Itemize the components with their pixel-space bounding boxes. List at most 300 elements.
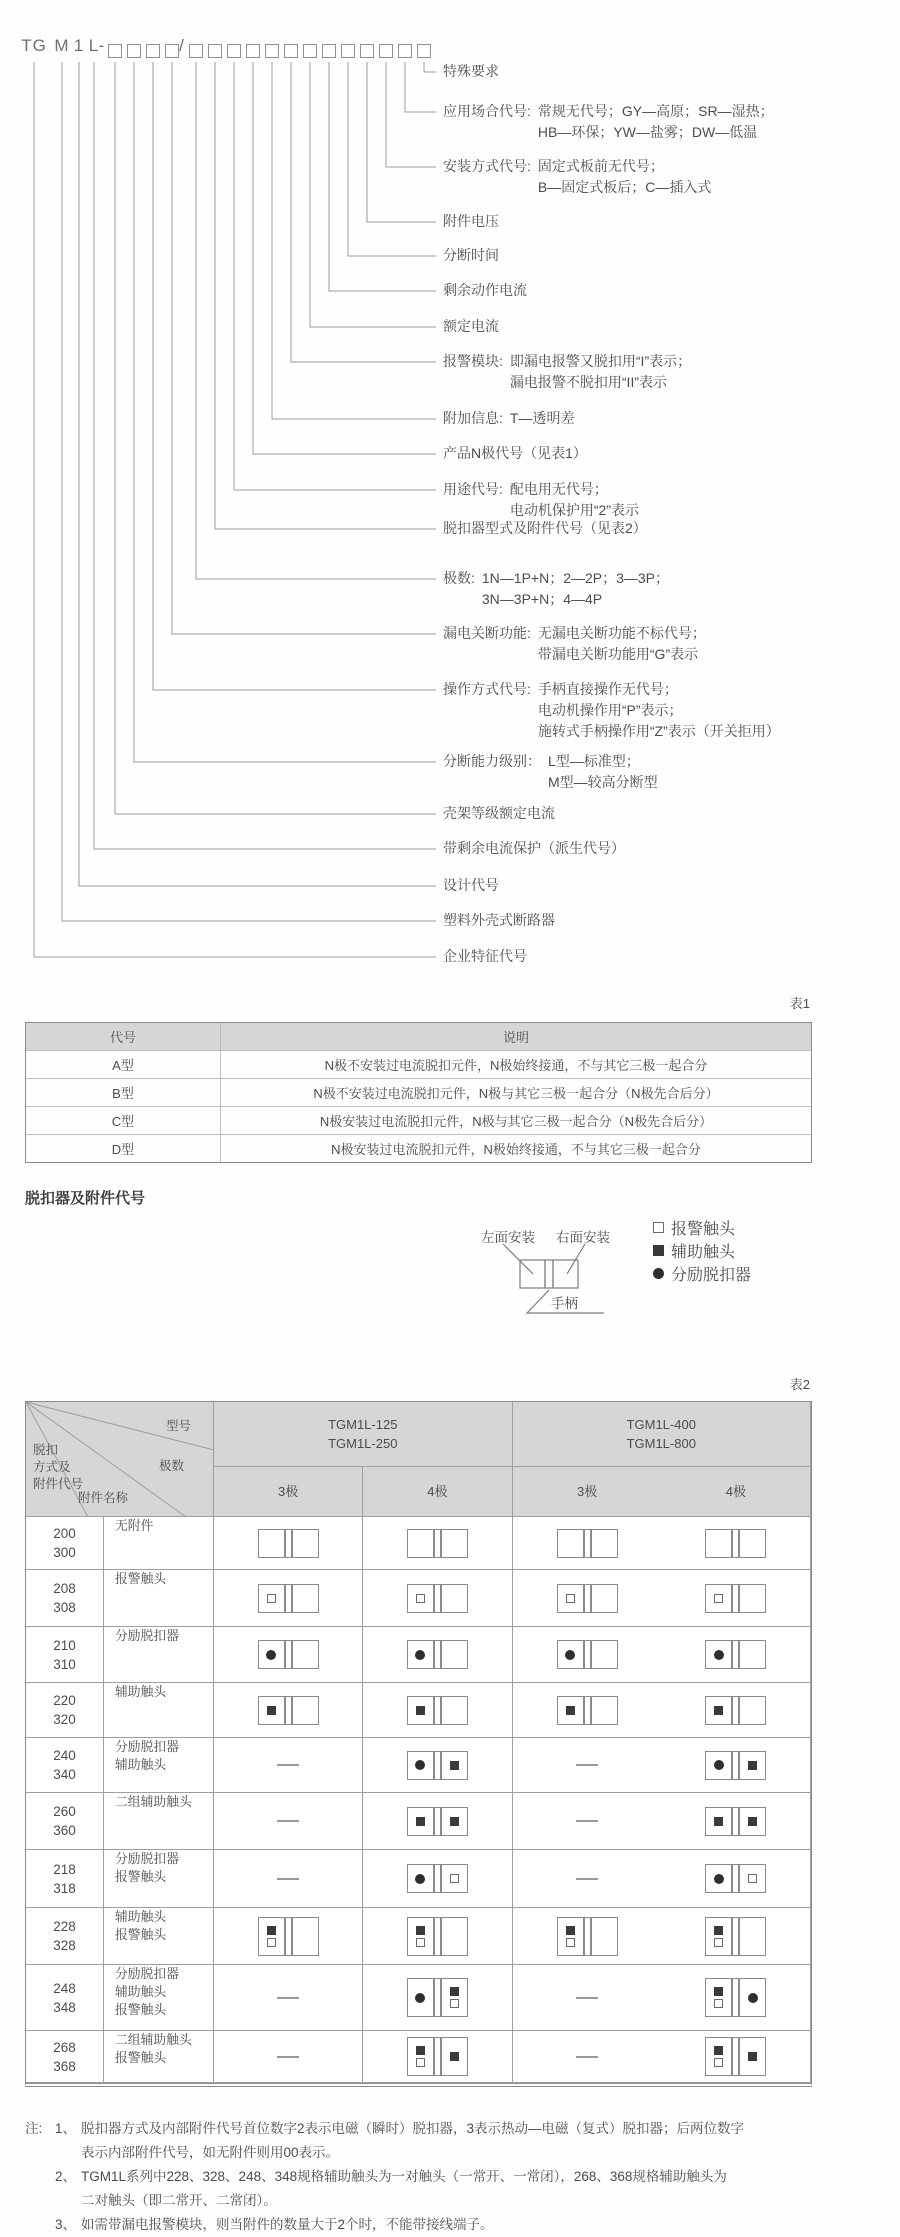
- code-value: 320: [53, 1712, 76, 1727]
- symbol-cell: [363, 1965, 512, 2031]
- left-compartment: [407, 1584, 434, 1613]
- code-label-line: 固定式板前无代号；: [537, 158, 664, 174]
- symbol-cell: [662, 1683, 811, 1738]
- corner-trip-line: 脱扣: [33, 1443, 59, 1457]
- table1-code-cell: D型: [26, 1135, 221, 1162]
- symbol-cell: [363, 1627, 512, 1683]
- handle-strip: [285, 1917, 292, 1956]
- note-item: [55, 2165, 875, 2213]
- notes-items: [55, 2117, 875, 2237]
- symbol-cell: [214, 1965, 363, 2031]
- left-compartment: [705, 1864, 732, 1893]
- left-compartment: [407, 1807, 434, 1836]
- left-compartment: [705, 1696, 732, 1725]
- accessory-box: [407, 1751, 468, 1780]
- accessory-box: [705, 1529, 766, 1558]
- symbol-cell: [662, 1570, 811, 1627]
- table1-header: 代号: [26, 1023, 221, 1051]
- symbol-cell: [363, 1738, 512, 1793]
- code-cell: [26, 1683, 104, 1738]
- aux-symbol-icon: [714, 1926, 723, 1935]
- not-available-dash: [277, 2056, 299, 2058]
- code-label-line: T—透明差: [509, 410, 575, 426]
- accessory-name: 二组辅助触头: [115, 1794, 192, 1809]
- accessory-box: [705, 1864, 766, 1893]
- note-text: [81, 2213, 494, 2237]
- handle-strip: [434, 1807, 441, 1836]
- accessory-name: 报警触头: [115, 1571, 167, 1586]
- code-label-title: 塑料外壳式断路器: [443, 912, 555, 928]
- table1-caption: 表1: [789, 996, 810, 1011]
- table1-desc-cell: N极不安装过电流脱扣元件，N极与其它三极一起合分（N极先合后分）: [221, 1079, 811, 1107]
- code-label-detail: [538, 623, 706, 665]
- accessory-box: [705, 1807, 766, 1836]
- not-available-dash: [576, 1878, 598, 1880]
- left-compartment: [407, 1917, 434, 1956]
- code-label-title: 脱扣器型式及附件代号（见表2）: [443, 520, 647, 536]
- symbol-cell: [214, 1850, 363, 1908]
- aux-symbol-icon: [450, 1987, 459, 1996]
- symbol-cell: [214, 1627, 363, 1683]
- alarm-symbol-icon: [653, 1222, 664, 1233]
- right-compartment: [441, 1751, 468, 1780]
- name-cell: [104, 1570, 214, 1627]
- code-label-title: 极数:: [443, 570, 475, 586]
- right-compartment: [441, 1696, 468, 1725]
- corner-model-label: 型号: [166, 1419, 192, 1433]
- name-cell: [104, 1738, 214, 1793]
- model-code-label: [443, 316, 506, 337]
- note-number: 1、: [55, 2121, 77, 2136]
- aux-symbol-icon: [416, 1817, 425, 1826]
- symbol-cell: [662, 1850, 811, 1908]
- right-compartment: [292, 1584, 319, 1613]
- right-compartment: [441, 1529, 468, 1558]
- n-pole-table: [25, 1022, 812, 1163]
- model-code-label: [443, 61, 506, 82]
- shunt-symbol-icon: [415, 1874, 425, 1884]
- accessory-box: [258, 1640, 319, 1669]
- right-compartment: [739, 1917, 766, 1956]
- accessory-name: 无附件: [115, 1518, 154, 1533]
- right-compartment: [739, 1751, 766, 1780]
- table2-pole-header: 4极: [363, 1467, 512, 1517]
- table2-pole-header: 3极: [214, 1467, 363, 1517]
- note-number: 3、: [55, 2217, 77, 2232]
- left-compartment: [407, 1696, 434, 1725]
- accessory-box: [407, 1864, 468, 1893]
- right-compartment: [441, 1864, 468, 1893]
- table2-pole-header: 4极: [662, 1467, 811, 1517]
- aux-symbol-icon: [416, 1926, 425, 1935]
- table2-pole-header: 3极: [513, 1467, 662, 1517]
- left-compartment: [258, 1640, 285, 1669]
- handle-strip: [732, 1529, 739, 1558]
- right-compartment: [591, 1640, 618, 1669]
- code-label-title: 安装方式代号:: [443, 158, 531, 174]
- note-item: [55, 2213, 875, 2237]
- model-code-label: [443, 568, 669, 610]
- accessory-box: [705, 1978, 766, 2017]
- code-label-line: 电动机操作用“P”表示；: [537, 702, 683, 718]
- left-compartment: [705, 1751, 732, 1780]
- model-name: TGM1L-800: [626, 1436, 696, 1451]
- code-label-line: 1N—1P+N；2—2P；3—3P；: [481, 570, 670, 586]
- aux-symbol-icon: [748, 2052, 757, 2061]
- left-compartment: [705, 1529, 732, 1558]
- left-compartment: [557, 1917, 584, 1956]
- symbol-cell: [214, 1570, 363, 1627]
- code-value: 318: [53, 1880, 76, 1896]
- right-compartment: [739, 1978, 766, 2017]
- code-label-line: 3N—3P+N；4—4P: [481, 591, 603, 607]
- alarm-symbol-icon: [450, 1874, 459, 1883]
- code-label-detail: [510, 351, 691, 393]
- code-label-title: 分断能力级别：: [443, 753, 541, 769]
- handle-strip: [434, 1864, 441, 1893]
- left-compartment: [407, 1978, 434, 2017]
- code-value: 240: [53, 1748, 76, 1763]
- handle-strip: [732, 1807, 739, 1836]
- model-dash-separator: -: [98, 36, 106, 55]
- right-compartment: [441, 1917, 468, 1956]
- model-code-label: [443, 351, 691, 393]
- symbol-cell: [513, 1627, 662, 1683]
- aux-symbol-icon: [416, 1706, 425, 1715]
- table1-desc-cell: N极安装过电流脱扣元件，N极与其它三极一起合分（N极先合后分）: [221, 1107, 811, 1135]
- note-text: [81, 2165, 727, 2213]
- model-code-label: [443, 803, 562, 824]
- handle-strip: [732, 2037, 739, 2076]
- code-label-line: 漏电报警不脱扣用“II”表示: [509, 374, 667, 390]
- note-item: [55, 2117, 875, 2165]
- code-label-line: B—固定式板后；C—插入式: [537, 179, 712, 195]
- symbol-cell: [363, 1850, 512, 1908]
- symbol-cell: [214, 1517, 363, 1570]
- table1-header: 说明: [221, 1023, 811, 1051]
- legend-label: 辅助触头: [671, 1244, 736, 1261]
- model-code-label: [443, 156, 711, 198]
- left-compartment: [557, 1696, 584, 1725]
- accessory-box: [705, 1751, 766, 1780]
- code-value: 248: [53, 1980, 76, 1996]
- accessory-box: [557, 1584, 618, 1613]
- code-cell: [26, 2031, 104, 2083]
- left-compartment: [407, 1751, 434, 1780]
- code-value: 328: [53, 1938, 76, 1953]
- note-line: 脱扣器方式及内部附件代号首位数字2表示电磁（瞬时）脱扣器，3表示热动—电磁（复式）脱扣器；后两位数字: [81, 2121, 745, 2136]
- model-code-label: [443, 245, 506, 266]
- right-compartment: [591, 1529, 618, 1558]
- accessory-box: [705, 2037, 766, 2076]
- corner-poles-label: 极数: [159, 1459, 185, 1473]
- handle-strip: [285, 1584, 292, 1613]
- table1-code-cell: B型: [26, 1079, 221, 1107]
- accessory-name: 分励脱扣器: [115, 1739, 179, 1754]
- alarm-symbol-icon: [748, 1874, 757, 1883]
- aux-symbol-icon: [714, 1987, 723, 1996]
- code-label-line: 无漏电关断功能不标代号；: [537, 625, 706, 641]
- table1-desc-cell: N极安装过电流脱扣元件，N极始终接通，不与其它三极一起合分: [331, 1142, 701, 1157]
- symbol-legend: [653, 1216, 751, 1285]
- right-mount-label: 右面安装: [556, 1230, 610, 1245]
- handle-strip: [732, 1696, 739, 1725]
- code-value: 228: [53, 1919, 76, 1934]
- left-compartment: [705, 2037, 732, 2076]
- symbol-cell: [363, 1683, 512, 1738]
- right-compartment: [292, 1640, 319, 1669]
- accessory-box: [705, 1696, 766, 1725]
- shunt-symbol-icon: [714, 1874, 724, 1884]
- shunt-symbol-icon: [714, 1760, 724, 1770]
- not-available-dash: [277, 1820, 299, 1822]
- model-prefix-char: 1: [73, 36, 85, 55]
- symbol-cell: [513, 1570, 662, 1627]
- legend-item: [653, 1262, 751, 1285]
- accessory-box: [407, 1584, 468, 1613]
- left-compartment: [705, 1584, 732, 1613]
- handle-label: 手柄: [551, 1296, 578, 1311]
- trip-accessory-table: [25, 1401, 812, 2087]
- model-name: TGM1L-400: [626, 1417, 696, 1432]
- left-compartment: [557, 1584, 584, 1613]
- code-value: 210: [53, 1637, 76, 1653]
- alarm-symbol-icon: [416, 2058, 425, 2067]
- right-compartment: [591, 1696, 618, 1725]
- accessory-box: [557, 1640, 618, 1669]
- symbol-cell: [214, 1738, 363, 1793]
- right-compartment: [591, 1917, 618, 1956]
- corner-trip-line: 方式及: [33, 1460, 71, 1474]
- accessory-name: 报警触头: [115, 2002, 167, 2017]
- name-cell: [104, 1517, 214, 1570]
- table2-caption: 表2: [789, 1377, 810, 1392]
- handle-strip: [434, 1529, 441, 1558]
- accessory-box: [557, 1917, 618, 1956]
- not-available-dash: [277, 1878, 299, 1880]
- model-code-label: [443, 211, 506, 232]
- symbol-cell: [662, 1627, 811, 1683]
- note-line: 表示内部附件代号，如无附件则用00表示。: [81, 2145, 340, 2160]
- aux-symbol-icon: [714, 1817, 723, 1826]
- corner-trip-line: 附件代号: [33, 1477, 84, 1491]
- model-prefix-char: M: [54, 36, 70, 55]
- symbol-cell: [513, 1850, 662, 1908]
- right-compartment: [292, 1917, 319, 1956]
- left-compartment: [407, 2037, 434, 2076]
- code-label-title: 壳架等级额定电流: [443, 805, 555, 821]
- name-cell: [104, 1793, 214, 1850]
- symbol-cell: [363, 1517, 512, 1570]
- aux-symbol-icon: [450, 2052, 459, 2061]
- handle-strip: [584, 1696, 591, 1725]
- table2-model-header: [214, 1402, 513, 1467]
- code-label-line: 施转式手柄操作用“Z”表示（开关拒用）: [537, 723, 780, 739]
- code-label-detail: [538, 101, 774, 143]
- shunt-symbol-icon: [565, 1650, 575, 1660]
- table1-desc-cell: N极不安装过电流脱扣元件，N极始终接通，不与其它三极一起合分: [221, 1051, 811, 1079]
- code-label-detail: [538, 679, 780, 742]
- code-value: 260: [53, 1804, 76, 1819]
- code-value: 218: [53, 1861, 76, 1877]
- symbol-cell: [662, 1738, 811, 1793]
- left-mount-label: 左面安装: [481, 1230, 535, 1245]
- aux-symbol-icon: [748, 1817, 757, 1826]
- aux-symbol-icon: [714, 1706, 723, 1715]
- code-value: 200: [53, 1526, 76, 1541]
- code-label-detail: [548, 751, 658, 793]
- accessory-name: 分励脱扣器: [115, 1628, 179, 1643]
- handle-strip: [434, 1584, 441, 1613]
- handle-strip: [434, 1917, 441, 1956]
- symbol-cell: [513, 1517, 662, 1570]
- code-label-detail: [482, 568, 669, 610]
- model-name: TGM1L-125: [328, 1417, 398, 1432]
- code-label-title: 企业特征代号: [443, 948, 527, 964]
- right-compartment: [591, 1584, 618, 1613]
- symbol-cell: [513, 1738, 662, 1793]
- code-label-title: 应用场合代号:: [443, 103, 531, 119]
- shunt-symbol-icon: [653, 1268, 664, 1279]
- accessory-box: [705, 1584, 766, 1613]
- handle-strip: [434, 2037, 441, 2076]
- mount-diagram: [0, 1214, 900, 1366]
- alarm-symbol-icon: [714, 1594, 723, 1603]
- name-cell: [104, 2031, 214, 2083]
- code-label-title: 产品N极代号（见表1）: [443, 445, 587, 461]
- code-cell: [26, 1850, 104, 1908]
- handle-strip: [732, 1864, 739, 1893]
- right-compartment: [441, 1978, 468, 2017]
- corner-accessory-label: 附件名称: [78, 1491, 129, 1505]
- shunt-symbol-icon: [266, 1650, 276, 1660]
- shunt-symbol-icon: [714, 1650, 724, 1660]
- symbol-cell: [214, 1793, 363, 1850]
- alarm-symbol-icon: [416, 1594, 425, 1603]
- code-value: 308: [53, 1600, 76, 1615]
- legend-label: 报警触头: [671, 1221, 736, 1238]
- name-cell: [104, 1965, 214, 2031]
- note-number: 2、: [55, 2169, 77, 2184]
- model-code-label: [443, 875, 506, 896]
- code-value: 360: [53, 1823, 76, 1838]
- right-compartment: [292, 1529, 319, 1558]
- accessory-name: 辅助触头: [115, 1757, 167, 1772]
- accessory-name: 报警触头: [115, 1869, 167, 1884]
- code-label-title: 漏电关断功能:: [443, 625, 531, 641]
- notes-prefix: 注:: [25, 2121, 43, 2136]
- code-label-title: 报警模块:: [443, 353, 503, 369]
- accessory-box: [258, 1696, 319, 1725]
- aux-symbol-icon: [267, 1706, 276, 1715]
- not-available-dash: [576, 1764, 598, 1766]
- code-label-detail: [510, 479, 639, 521]
- model-prefix-char: L: [88, 36, 100, 55]
- code-value: 340: [53, 1767, 76, 1782]
- left-compartment: [258, 1917, 285, 1956]
- symbol-cell: [363, 1793, 512, 1850]
- alarm-symbol-icon: [450, 1999, 459, 2008]
- code-label-line: M型—较高分断型: [548, 774, 658, 790]
- table2-model-header: [513, 1402, 812, 1467]
- code-label-line: 手柄直接操作无代号；: [537, 681, 678, 697]
- handle-strip: [285, 1696, 292, 1725]
- code-label-title: 附件电压: [443, 213, 499, 229]
- handle-strip: [732, 1751, 739, 1780]
- code-label-title: 额定电流: [443, 318, 499, 334]
- note-text: [81, 2117, 744, 2165]
- name-cell: [104, 1908, 214, 1965]
- corner-trip-label: [33, 1442, 83, 1493]
- code-cell: [26, 1517, 104, 1570]
- alarm-symbol-icon: [267, 1938, 276, 1947]
- not-available-dash: [576, 2056, 598, 2058]
- left-compartment: [258, 1584, 285, 1613]
- left-compartment: [705, 1640, 732, 1669]
- right-compartment: [739, 1640, 766, 1669]
- right-compartment: [292, 1696, 319, 1725]
- model-name: TGM1L-250: [328, 1436, 398, 1451]
- handle-strip: [732, 1640, 739, 1669]
- code-value: 220: [53, 1693, 76, 1708]
- code-label-detail: [510, 408, 575, 429]
- left-compartment: [557, 1529, 584, 1558]
- accessory-box: [407, 2037, 468, 2076]
- model-code-label: [443, 280, 534, 301]
- shunt-symbol-icon: [748, 1993, 758, 2003]
- table2-corner-cell: [26, 1402, 214, 1517]
- right-compartment: [441, 1584, 468, 1613]
- code-value: 268: [53, 2039, 76, 2055]
- aux-symbol-icon: [566, 1926, 575, 1935]
- model-code-label: [443, 838, 632, 859]
- right-compartment: [739, 2037, 766, 2076]
- right-compartment: [739, 1696, 766, 1725]
- accessory-box: [407, 1696, 468, 1725]
- handle-strip: [584, 1917, 591, 1956]
- handle-strip: [434, 1751, 441, 1780]
- accessory-box: [407, 1978, 468, 2017]
- alarm-symbol-icon: [714, 1938, 723, 1947]
- symbol-cell: [513, 1683, 662, 1738]
- symbol-cell: [363, 2031, 512, 2083]
- accessory-box: [557, 1696, 618, 1725]
- symbol-cell: [662, 1517, 811, 1570]
- code-label-title: 带剩余电流保护（派生代号）: [443, 840, 625, 856]
- legend-item: [653, 1216, 751, 1239]
- accessory-name: 辅助触头: [115, 1909, 167, 1924]
- code-label-title: 附加信息:: [443, 410, 503, 426]
- accessory-name: 辅助触头: [115, 1984, 167, 1999]
- accessory-box: [557, 1529, 618, 1558]
- accessory-box: [407, 1640, 468, 1669]
- right-compartment: [441, 1807, 468, 1836]
- table1-code-cell: A型: [26, 1051, 221, 1079]
- code-label-line: 即漏电报警又脱扣用“I”表示；: [509, 353, 692, 369]
- aux-symbol-icon: [748, 1761, 757, 1770]
- aux-symbol-icon: [653, 1245, 664, 1256]
- aux-symbol-icon: [267, 1926, 276, 1935]
- aux-symbol-icon: [416, 2046, 425, 2055]
- symbol-cell: [214, 2031, 363, 2083]
- symbol-cell: [214, 1908, 363, 1965]
- handle-strip: [732, 1584, 739, 1613]
- alarm-symbol-icon: [566, 1938, 575, 1947]
- accessory-name: 分励脱扣器: [115, 1851, 179, 1866]
- code-value: 208: [53, 1581, 76, 1596]
- code-label-line: L型—标准型；: [548, 753, 640, 769]
- model-code-label: [443, 623, 706, 665]
